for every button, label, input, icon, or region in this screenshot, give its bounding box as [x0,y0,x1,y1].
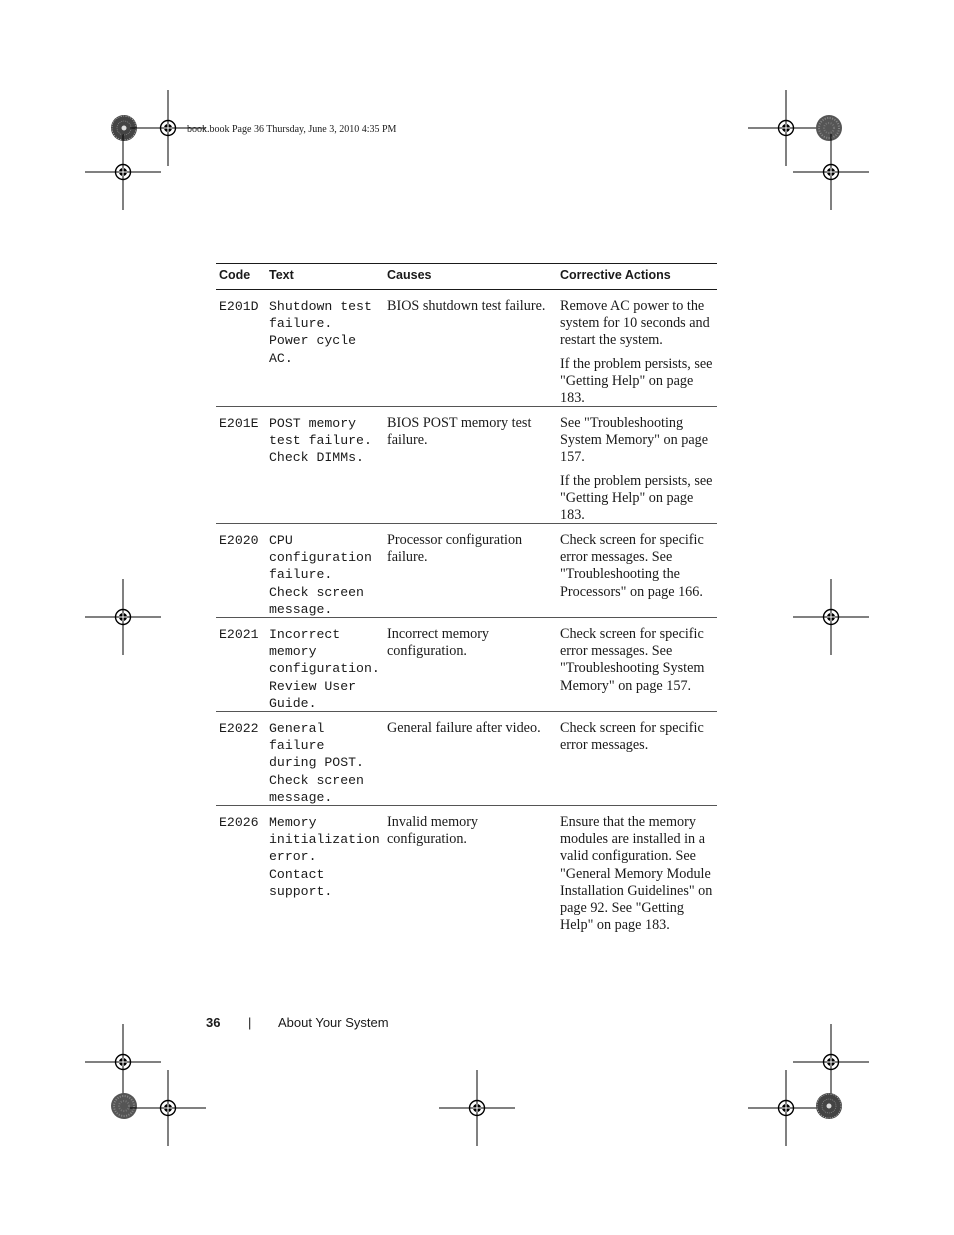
header-causes: Causes [387,268,432,282]
table-row [216,618,717,712]
page-number: 36 [206,1015,221,1030]
error-cause: Invalid memory configuration. [387,814,479,848]
error-cause: Processor configuration failure. [387,532,523,566]
table-row [216,524,717,618]
error-text: Incorrect memory configuration. Review User Guide. [269,627,380,711]
error-cause: Incorrect memory configuration. [387,626,490,660]
action-paragraph: If the problem persists, see "Getting Help" on page 183. [560,355,713,407]
corrective-action [560,814,716,934]
action-paragraph: Check screen for specific error messages. See "Troubleshooting System Memory" on page 157. [560,626,705,694]
error-code: E2022 [219,721,259,736]
error-text: Shutdown test failure. Power cycle AC. [269,299,372,366]
error-cause: BIOS shutdown test failure. [387,298,546,314]
error-code: E2021 [219,627,259,642]
corrective-action [560,626,716,695]
action-paragraph: Remove AC power to the system for 10 seconds and restart the system. [560,298,710,349]
header-actions: Corrective Actions [560,268,671,282]
action-paragraph: If the problem persists, see "Getting Help" on page 183. [560,472,713,524]
table-row [216,806,717,936]
error-text: CPU configuration failure. Check screen message. [269,533,372,617]
corrective-action [560,298,716,407]
table-header [216,263,717,290]
error-code: E2026 [219,815,259,830]
error-text: POST memory test failure. Check DIMMs. [269,416,372,466]
header-text: Text [269,268,294,282]
action-paragraph: Ensure that the memory modules are installed in a valid configuration. See "General Memory Module Installation Guidelines" on page 92. See "Getting Help" on page 183. [560,814,713,934]
table-row [216,290,717,407]
action-paragraph: See "Troubleshooting System Memory" on page 157. [560,415,709,466]
error-cause: General failure after video. [387,720,541,736]
print-slug: book.book Page 36 Thursday, June 3, 2010 4:35 PM [187,124,397,135]
action-paragraph: Check screen for specific error messages. [560,720,704,754]
error-code: E201D [219,299,259,314]
corrective-action [560,532,716,601]
table-row [216,712,717,806]
error-text: Memory initialization error. Contact support. [269,815,380,899]
corrective-action [560,415,716,524]
error-text: General failure during POST. Check screen message. [269,721,364,805]
header-code: Code [219,268,251,282]
error-code: E201E [219,416,259,431]
action-paragraph: Check screen for specific error messages. See "Troubleshooting the Processors" on page 166. [560,532,704,600]
error-code-table [216,263,717,936]
error-cause: BIOS POST memory test failure. [387,415,532,449]
footer-separator: | [248,1015,252,1030]
corrective-action [560,720,716,754]
section-title: About Your System [278,1015,389,1030]
table-row [216,407,717,524]
error-code: E2020 [219,533,259,548]
